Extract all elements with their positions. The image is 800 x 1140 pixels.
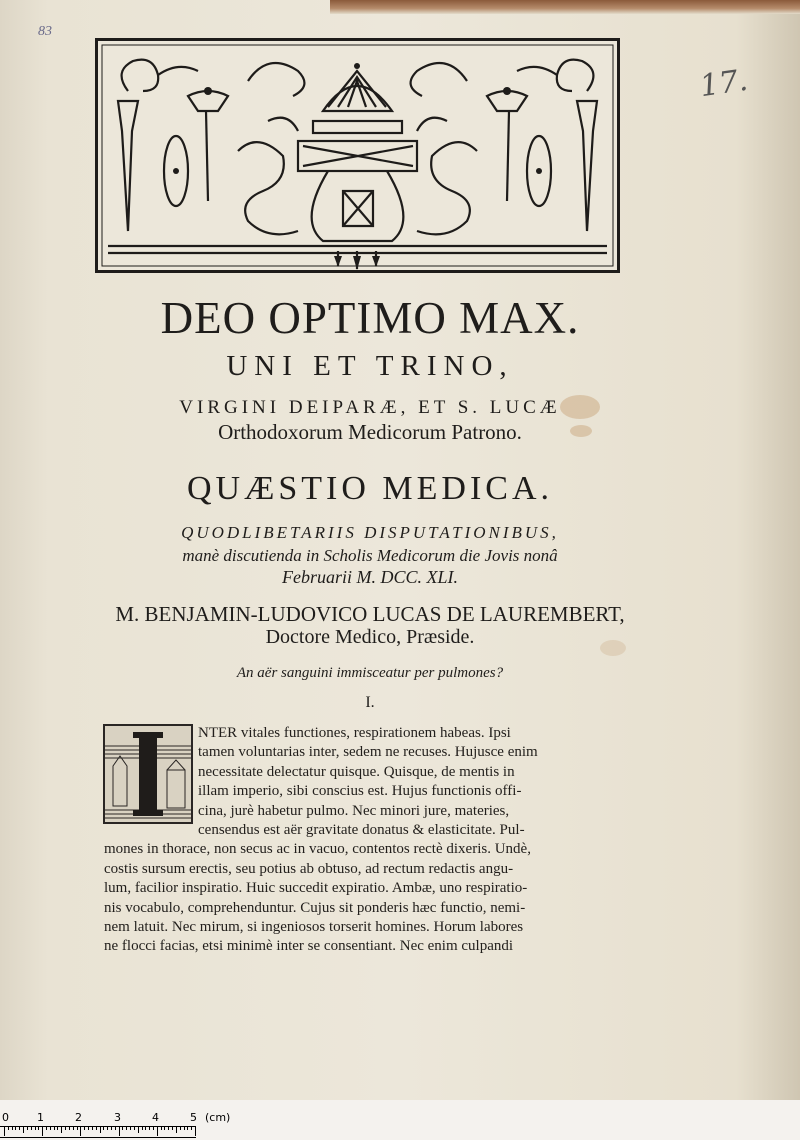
ruler-tick (149, 1126, 150, 1130)
text-line: censendus est aër gravitate donatus & elasticitate. Pul- (198, 821, 525, 838)
ruler-tick (57, 1126, 58, 1130)
ruler-tick (80, 1126, 81, 1136)
ruler-tick (191, 1126, 192, 1130)
ruler-tick (164, 1126, 165, 1130)
ruler-tick (115, 1126, 116, 1130)
ruler-unit: (cm) (205, 1111, 231, 1124)
text-line: necessitate delectatur quisque. Quisque, de mentis in (198, 763, 515, 780)
text-line: costis sursum erectis, seu potius ab obtuso, ad rectum redactis angu- (104, 860, 514, 877)
section-number: I. (365, 694, 375, 711)
ruler-tick (119, 1126, 120, 1136)
ruler-tick (134, 1126, 135, 1130)
text-line: mones in thorace, non secus ac in vacuo, contentos rectè dixeris. Undè, (104, 841, 531, 858)
ruler-tick (12, 1126, 13, 1130)
ruler-tick (168, 1126, 169, 1130)
ruler-tick (31, 1126, 32, 1130)
dedication-trinity: UNI ET TRINO, (226, 350, 514, 382)
text-line: ne flocci facias, etsi minimè inter se consentiant. Nec enim culpandi (104, 938, 514, 955)
text-line: illam imperio, sibi conscius est. Hujus functionis offi- (198, 783, 522, 800)
text-line: NTER vitales functiones, respirationem habeas. Ipsi (198, 725, 511, 741)
ruler-tick (126, 1126, 127, 1130)
ruler-tick (187, 1126, 188, 1130)
ruler-tick (4, 1126, 5, 1136)
ruler-tick (111, 1126, 112, 1130)
ruler-tick (15, 1126, 16, 1130)
praeses-title: Doctore Medico, Præside. (265, 626, 475, 648)
ruler-tick (130, 1126, 131, 1130)
ruler-tick (46, 1126, 47, 1130)
ruler-tick (161, 1126, 162, 1130)
ruler-tick (153, 1126, 154, 1130)
ruler-tick (19, 1126, 20, 1130)
ruler-tick (65, 1126, 66, 1130)
text-line: cina, jurè habetur pulmo. Nec minori jure, materies, (198, 802, 510, 819)
text-line: lum, facilior inspiratio. Huic succedit expiratio. Ambæ, uno respiratio- (104, 880, 528, 897)
ruler-tick (73, 1126, 74, 1130)
text-line: nem latuit. Nec mirum, si ingeniosos torserit homines. Horum labores (104, 918, 524, 935)
ruler-tick (27, 1126, 28, 1130)
ruler-tick (195, 1126, 196, 1136)
ruler-label: 0 (2, 1111, 9, 1124)
text-line: nis vocabulo, comprehenduntur. Cujus sit ponderis hæc functio, nemi- (104, 899, 526, 916)
ruler-label: 4 (152, 1111, 159, 1124)
ruler-tick (35, 1126, 36, 1130)
text-line: tamen voluntarias inter, sedem ne recuses. Hujusce enim (198, 744, 538, 761)
ruler-tick (8, 1126, 9, 1130)
ruler-tick (61, 1126, 62, 1133)
folio-number: 17. (697, 62, 750, 105)
ruler-tick (38, 1126, 39, 1130)
ornament-icon (98, 41, 617, 270)
ruler-label: 5 (190, 1111, 197, 1124)
question-line: An aër sanguini immisceatur per pulmones? (236, 665, 504, 681)
corner-number: 83 (38, 24, 52, 39)
ruler-tick (88, 1126, 89, 1130)
page-top-edge (330, 0, 800, 14)
ruler-tick (69, 1126, 70, 1130)
ruler-tick (180, 1126, 181, 1130)
ruler-tick (50, 1126, 51, 1130)
ruler-tick (145, 1126, 146, 1130)
headpiece-ornament (95, 38, 620, 273)
disputation-line: QUODLIBETARIIS DISPUTATIONIBUS, (181, 523, 559, 542)
schedule-line: manè discutienda in Scholis Medicorum die Jovis nonâ (182, 546, 558, 565)
ruler-tick (103, 1126, 104, 1130)
quaestio-title: QUÆSTIO MEDICA. (187, 470, 553, 507)
dedication-patron: Orthodoxorum Medicorum Patrono. (218, 420, 522, 444)
ruler-tick (92, 1126, 93, 1130)
ruler-tick (77, 1126, 78, 1130)
dedication-virgin: VIRGINI DEIPARÆ, ET S. LUCÆ (179, 397, 561, 418)
ruler-tick (122, 1126, 123, 1130)
ruler-tick (176, 1126, 177, 1133)
ruler-label: 3 (114, 1111, 121, 1124)
ruler-tick (84, 1126, 85, 1130)
ruler-tick (138, 1126, 139, 1133)
ruler-tick (107, 1126, 108, 1130)
ruler-label: 1 (37, 1111, 44, 1124)
ruler-tick (42, 1126, 43, 1136)
praeses-name: M. BENJAMIN-LUDOVICO LUCAS DE LAUREMBERT, (115, 602, 625, 626)
ruler-tick (172, 1126, 173, 1130)
body-text (104, 724, 600, 957)
date-line: Februarii M. DCC. XLI. (281, 567, 458, 587)
ruler-tick (23, 1126, 24, 1133)
ruler-tick (100, 1126, 101, 1133)
ruler-label: 2 (75, 1111, 82, 1124)
dedication-title: DEO OPTIMO MAX. (160, 293, 580, 343)
ruler-tick (157, 1126, 158, 1136)
ruler-tick (96, 1126, 97, 1130)
ruler-strip (0, 1126, 196, 1138)
ruler-tick (142, 1126, 143, 1130)
ruler-tick (54, 1126, 55, 1130)
ruler-tick (184, 1126, 185, 1130)
